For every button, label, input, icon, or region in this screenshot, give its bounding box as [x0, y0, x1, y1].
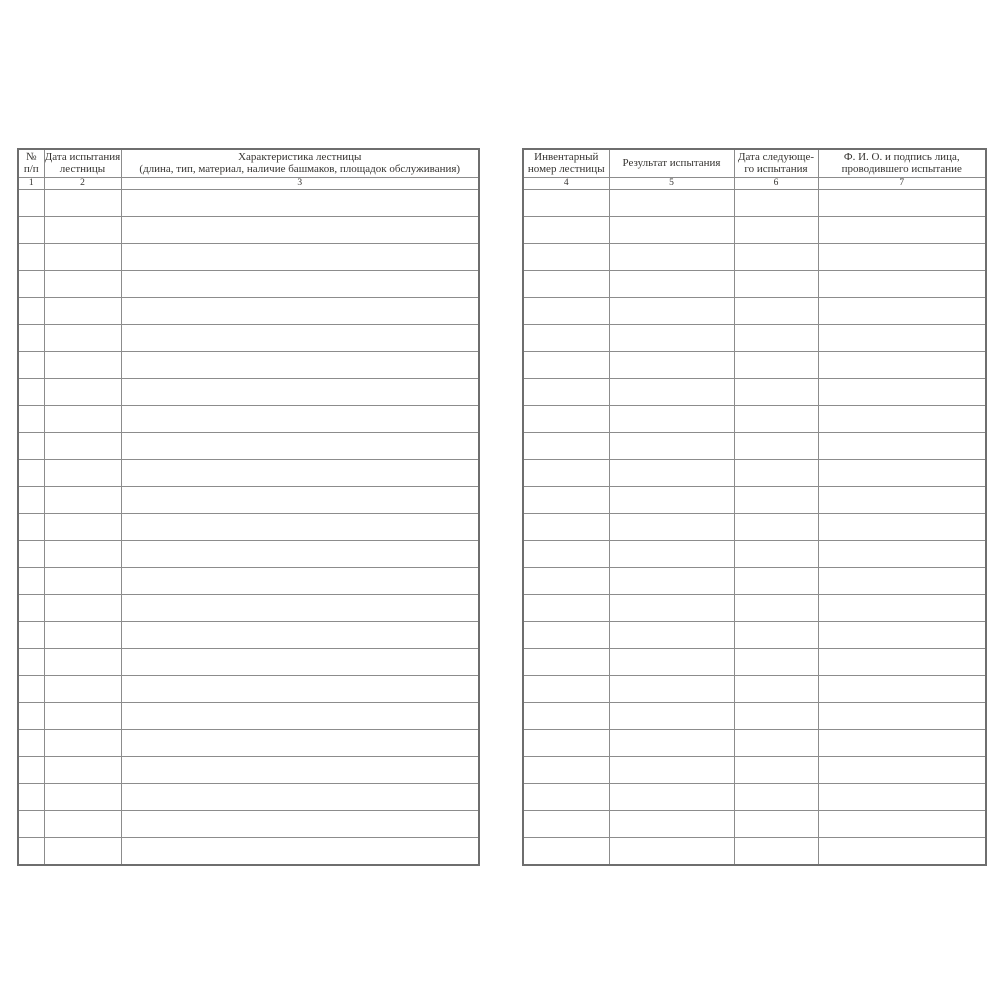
empty-cell [523, 594, 609, 621]
table-row [18, 405, 479, 432]
column-header-4 [523, 149, 609, 177]
empty-cell [44, 459, 121, 486]
empty-cell [609, 189, 734, 216]
table-row [18, 810, 479, 837]
column-header-line: № [26, 151, 37, 164]
empty-cell [523, 324, 609, 351]
empty-cell [609, 567, 734, 594]
empty-cell [818, 810, 986, 837]
table-row [18, 324, 479, 351]
empty-cell [609, 432, 734, 459]
table-row [523, 351, 986, 378]
empty-cell [121, 729, 479, 756]
empty-cell [121, 756, 479, 783]
empty-cell [44, 297, 121, 324]
empty-cell [121, 270, 479, 297]
table-row [18, 513, 479, 540]
table-row [523, 648, 986, 675]
column-header-3 [121, 149, 479, 177]
empty-cell [609, 621, 734, 648]
empty-cell [18, 351, 44, 378]
empty-cell [18, 270, 44, 297]
table-row [18, 567, 479, 594]
column-header-7 [818, 149, 986, 177]
table-row [523, 675, 986, 702]
column-header-1 [18, 149, 44, 177]
empty-cell [609, 783, 734, 810]
empty-cell [121, 486, 479, 513]
table-row [523, 486, 986, 513]
empty-cell [121, 189, 479, 216]
table-row [523, 459, 986, 486]
empty-cell [523, 216, 609, 243]
table-row [523, 378, 986, 405]
empty-cell [121, 621, 479, 648]
empty-cell [18, 783, 44, 810]
empty-cell [121, 216, 479, 243]
empty-cell [18, 540, 44, 567]
table-row [18, 756, 479, 783]
empty-cell [734, 189, 818, 216]
empty-cell [523, 297, 609, 324]
table-row [18, 270, 479, 297]
empty-cell [44, 540, 121, 567]
empty-cell [818, 270, 986, 297]
empty-cell [121, 243, 479, 270]
table-row [523, 702, 986, 729]
table-row [18, 189, 479, 216]
empty-cell [818, 405, 986, 432]
empty-cell [734, 540, 818, 567]
empty-cell [734, 567, 818, 594]
column-header-line: (длина, тип, материал, наличие башмаков, площадок обслуживания) [139, 163, 461, 176]
empty-cell [734, 702, 818, 729]
empty-cell [818, 324, 986, 351]
empty-cell [18, 297, 44, 324]
empty-cell [18, 324, 44, 351]
table-row [523, 756, 986, 783]
column-header-line: Результат испытания [622, 157, 721, 170]
column-header-2 [44, 149, 121, 177]
column-header-line: Характеристика лестницы [238, 151, 362, 164]
column-header-line: лестницы [59, 163, 106, 176]
empty-cell [818, 243, 986, 270]
empty-cell [818, 513, 986, 540]
empty-cell [18, 594, 44, 621]
empty-cell [121, 432, 479, 459]
empty-cell [121, 837, 479, 865]
empty-cell [121, 648, 479, 675]
table-row [523, 783, 986, 810]
empty-cell [523, 729, 609, 756]
empty-cell [18, 513, 44, 540]
empty-cell [18, 702, 44, 729]
column-header-line: Ф. И. О. и подпись лица, [843, 151, 960, 164]
empty-cell [818, 459, 986, 486]
table-row [18, 729, 479, 756]
empty-cell [734, 486, 818, 513]
empty-cell [609, 513, 734, 540]
empty-cell [818, 540, 986, 567]
table-row [18, 675, 479, 702]
empty-cell [818, 432, 986, 459]
column-number-6: 6 [734, 177, 818, 189]
empty-cell [44, 729, 121, 756]
empty-cell [44, 837, 121, 865]
table-row [18, 378, 479, 405]
empty-cell [121, 378, 479, 405]
column-numbers-row [523, 177, 986, 189]
empty-cell [44, 432, 121, 459]
table-row [523, 513, 986, 540]
empty-cell [609, 837, 734, 865]
empty-cell [44, 810, 121, 837]
table-row [523, 432, 986, 459]
empty-cell [609, 675, 734, 702]
empty-cell [734, 324, 818, 351]
empty-cell [734, 648, 818, 675]
empty-cell [121, 513, 479, 540]
empty-cell [734, 243, 818, 270]
empty-cell [734, 351, 818, 378]
empty-cell [818, 297, 986, 324]
table-row [18, 837, 479, 865]
empty-cell [523, 837, 609, 865]
empty-cell [18, 837, 44, 865]
empty-cell [523, 783, 609, 810]
empty-cell [609, 594, 734, 621]
table-row [523, 243, 986, 270]
empty-cell [609, 648, 734, 675]
empty-cell [818, 675, 986, 702]
table-row [18, 351, 479, 378]
empty-cell [734, 432, 818, 459]
empty-cell [523, 243, 609, 270]
table-row [523, 189, 986, 216]
ladder-log-left-page-table [17, 148, 480, 866]
empty-cell [523, 486, 609, 513]
empty-cell [523, 189, 609, 216]
empty-cell [734, 783, 818, 810]
empty-cell [818, 621, 986, 648]
empty-cell [818, 756, 986, 783]
empty-cell [121, 810, 479, 837]
empty-cell [44, 405, 121, 432]
table-row [523, 621, 986, 648]
table-row [523, 297, 986, 324]
column-header-6 [734, 149, 818, 177]
column-headers-row [523, 149, 986, 177]
empty-cell [523, 621, 609, 648]
empty-cell [818, 594, 986, 621]
column-number-1: 1 [18, 177, 44, 189]
column-header-line: го испытания [744, 163, 808, 176]
empty-cell [18, 243, 44, 270]
empty-cell [609, 324, 734, 351]
empty-cell [44, 216, 121, 243]
empty-cell [44, 351, 121, 378]
empty-cell [734, 270, 818, 297]
empty-cell [818, 702, 986, 729]
empty-cell [609, 243, 734, 270]
empty-cell [523, 432, 609, 459]
empty-cell [734, 513, 818, 540]
table-row [18, 702, 479, 729]
table-row [18, 459, 479, 486]
empty-cell [44, 594, 121, 621]
empty-cell [523, 702, 609, 729]
empty-cell [121, 324, 479, 351]
table-row [18, 216, 479, 243]
empty-cell [609, 270, 734, 297]
empty-cell [44, 378, 121, 405]
empty-cell [734, 594, 818, 621]
table-row [523, 594, 986, 621]
empty-cell [609, 297, 734, 324]
empty-cell [121, 297, 479, 324]
table-row [18, 243, 479, 270]
empty-cell [18, 432, 44, 459]
empty-cell [523, 756, 609, 783]
table-row [18, 594, 479, 621]
empty-cell [609, 702, 734, 729]
table-row [18, 432, 479, 459]
empty-cell [734, 459, 818, 486]
empty-cell [523, 648, 609, 675]
empty-cell [18, 189, 44, 216]
empty-cell [818, 216, 986, 243]
empty-cell [44, 756, 121, 783]
empty-cell [121, 783, 479, 810]
empty-cell [121, 405, 479, 432]
empty-cell [44, 243, 121, 270]
empty-cell [734, 621, 818, 648]
column-headers-row [18, 149, 479, 177]
column-header-line: Дата следующе- [737, 151, 815, 164]
empty-cell [523, 675, 609, 702]
empty-cell [523, 378, 609, 405]
empty-cell [44, 567, 121, 594]
column-numbers-row [18, 177, 479, 189]
empty-cell [121, 594, 479, 621]
column-header-line: Дата испытания [44, 151, 121, 164]
empty-cell [523, 567, 609, 594]
empty-cell [44, 270, 121, 297]
table-row [18, 297, 479, 324]
empty-cell [121, 540, 479, 567]
table-row [523, 729, 986, 756]
empty-cell [44, 189, 121, 216]
empty-cell [818, 351, 986, 378]
empty-cell [18, 567, 44, 594]
table-row [18, 783, 479, 810]
column-header-line: проводившего испытание [841, 163, 962, 176]
empty-cell [609, 351, 734, 378]
ladder-log-right-page-table [522, 148, 987, 866]
empty-cell [523, 540, 609, 567]
empty-cell [818, 189, 986, 216]
empty-cell [44, 783, 121, 810]
table-row [523, 837, 986, 865]
table-row [523, 216, 986, 243]
empty-cell [818, 486, 986, 513]
empty-cell [523, 351, 609, 378]
table-row [523, 270, 986, 297]
table-row [523, 405, 986, 432]
empty-cell [734, 837, 818, 865]
empty-cell [121, 351, 479, 378]
empty-cell [734, 216, 818, 243]
empty-cell [44, 513, 121, 540]
empty-cell [121, 702, 479, 729]
table-row [18, 486, 479, 513]
table-row [18, 621, 479, 648]
empty-cell [818, 648, 986, 675]
column-header-line: Инвентарный [534, 151, 599, 164]
empty-cell [523, 810, 609, 837]
empty-cell [18, 810, 44, 837]
empty-cell [818, 837, 986, 865]
empty-cell [523, 513, 609, 540]
empty-cell [609, 486, 734, 513]
empty-cell [18, 621, 44, 648]
column-header-line: п/п [23, 163, 39, 176]
table-row [523, 324, 986, 351]
column-header-line: номер лестницы [527, 163, 605, 176]
empty-cell [18, 756, 44, 783]
empty-cell [734, 405, 818, 432]
empty-cell [609, 756, 734, 783]
empty-cell [18, 648, 44, 675]
empty-cell [818, 729, 986, 756]
empty-cell [609, 405, 734, 432]
empty-cell [734, 729, 818, 756]
empty-cell [18, 459, 44, 486]
empty-cell [121, 675, 479, 702]
empty-cell [18, 486, 44, 513]
empty-cell [523, 405, 609, 432]
empty-cell [18, 675, 44, 702]
empty-cell [734, 378, 818, 405]
empty-cell [609, 459, 734, 486]
empty-cell [121, 567, 479, 594]
empty-cell [18, 216, 44, 243]
empty-cell [734, 810, 818, 837]
column-number-5: 5 [609, 177, 734, 189]
table-row [18, 648, 479, 675]
empty-cell [523, 459, 609, 486]
empty-cell [121, 459, 479, 486]
empty-cell [818, 567, 986, 594]
empty-cell [44, 648, 121, 675]
empty-cell [734, 297, 818, 324]
empty-cell [609, 378, 734, 405]
empty-cell [18, 378, 44, 405]
empty-cell [818, 378, 986, 405]
table-row [523, 567, 986, 594]
column-number-4: 4 [523, 177, 609, 189]
column-header-5 [609, 149, 734, 177]
empty-cell [18, 729, 44, 756]
empty-cell [609, 729, 734, 756]
table-row [523, 810, 986, 837]
empty-cell [44, 621, 121, 648]
empty-cell [818, 783, 986, 810]
empty-cell [44, 675, 121, 702]
empty-cell [734, 675, 818, 702]
empty-cell [609, 540, 734, 567]
empty-cell [609, 216, 734, 243]
empty-cell [44, 486, 121, 513]
column-number-2: 2 [44, 177, 121, 189]
empty-cell [609, 810, 734, 837]
column-number-7: 7 [818, 177, 986, 189]
table-row [523, 540, 986, 567]
empty-cell [18, 405, 44, 432]
empty-cell [44, 702, 121, 729]
empty-cell [734, 756, 818, 783]
empty-cell [523, 270, 609, 297]
empty-cell [44, 324, 121, 351]
column-number-3: 3 [121, 177, 479, 189]
table-row [18, 540, 479, 567]
